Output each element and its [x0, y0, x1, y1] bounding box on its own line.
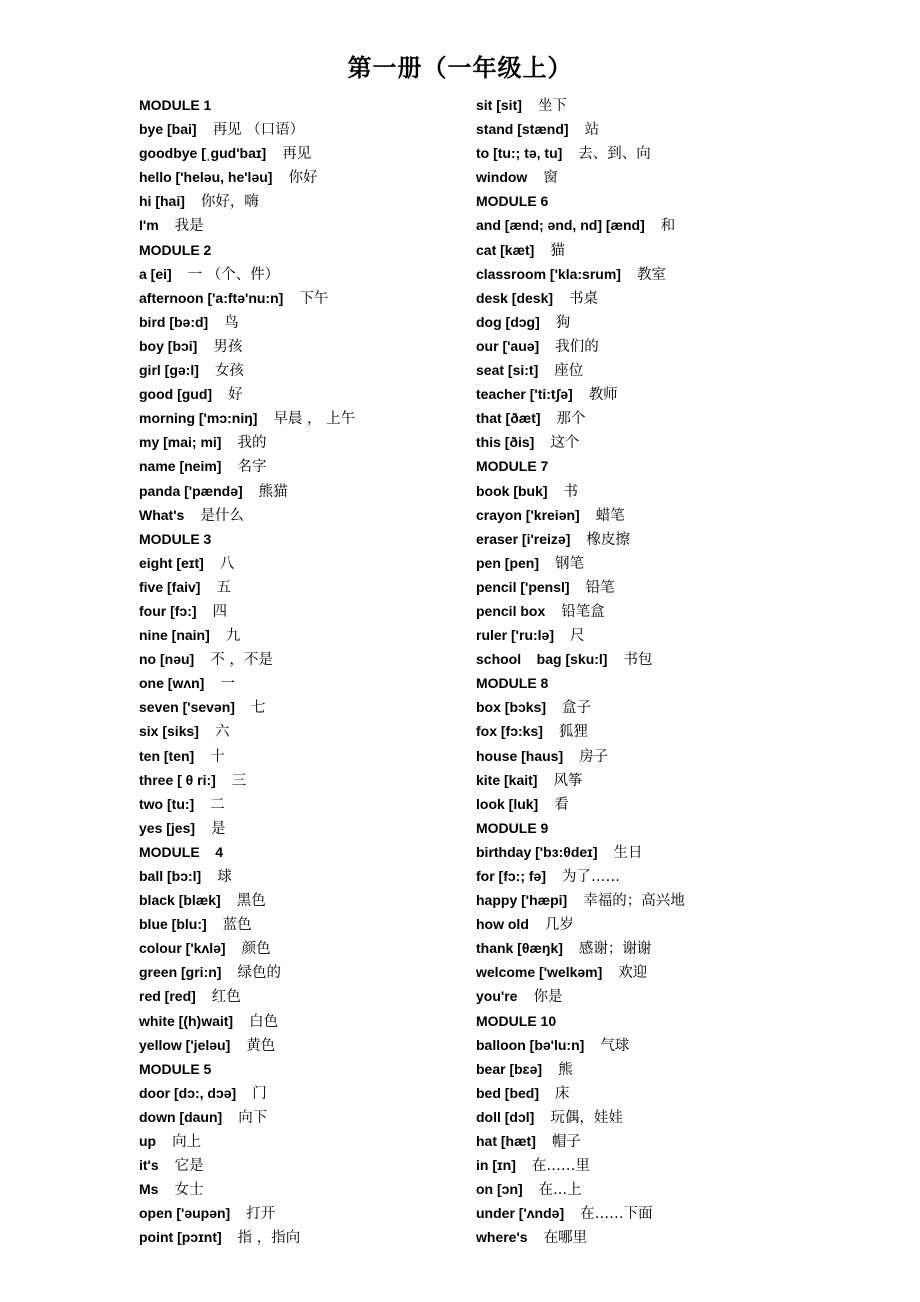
vocabulary-word: to [tu:; tə, tu]	[476, 145, 563, 162]
vocabulary-meaning: 风筝	[553, 772, 583, 789]
vocabulary-entry	[139, 719, 519, 743]
vocabulary-word: ruler ['ru:lə]	[476, 627, 555, 644]
vocabulary-word: green [gri:n]	[139, 964, 222, 981]
vocabulary-word: classroom ['kla:srum]	[476, 265, 621, 282]
vocabulary-entry	[139, 599, 519, 623]
vocabulary-meaning: 玩偶，娃娃	[550, 1109, 623, 1126]
vocabulary-meaning: 看	[554, 796, 569, 813]
vocabulary-entry	[139, 623, 519, 647]
vocabulary-word: and [ænd; ənd, nd] [ænd]	[476, 217, 645, 234]
vocabulary-word: crayon ['kreiən]	[476, 506, 580, 523]
vocabulary-entry	[139, 912, 519, 936]
module-heading	[476, 1009, 856, 1033]
vocabulary-word: a [ei]	[139, 265, 172, 282]
vocabulary-word: this [ðis]	[476, 434, 535, 451]
vocabulary-entry	[476, 1033, 856, 1057]
vocabulary-word: open ['əupən]	[139, 1205, 231, 1222]
vocabulary-entry	[476, 647, 856, 671]
vocabulary-word: good [gud]	[139, 386, 213, 403]
vocabulary-meaning: 你好，嗨	[200, 194, 259, 211]
vocabulary-entry	[476, 623, 856, 647]
vocabulary-entry	[476, 1225, 856, 1249]
vocabulary-word: kite [kait]	[476, 771, 538, 788]
vocabulary-meaning: 感谢；谢谢	[578, 941, 652, 958]
vocabulary-word: up	[139, 1133, 157, 1150]
vocabulary-word: nine [nain]	[139, 627, 210, 644]
vocabulary-meaning: 为了……	[562, 869, 620, 885]
vocabulary-entry	[476, 960, 856, 984]
vocabulary-entry	[139, 358, 519, 382]
vocabulary-meaning: 生日	[613, 844, 643, 861]
vocabulary-entry	[139, 430, 519, 454]
vocabulary-meaning: 一	[220, 676, 235, 693]
vocabulary-meaning: 蓝色	[222, 917, 252, 934]
vocabulary-entry	[139, 454, 519, 478]
vocabulary-meaning: 鸟	[224, 314, 239, 331]
vocabulary-column-left	[139, 93, 519, 1250]
vocabulary-entry	[139, 479, 519, 503]
vocabulary-meaning: 铅笔	[585, 579, 615, 596]
vocabulary-word: seven ['sevən]	[139, 699, 235, 716]
vocabulary-word: I'm	[139, 217, 159, 234]
vocabulary-entry	[476, 93, 856, 117]
vocabulary-meaning: 书包	[623, 652, 653, 669]
vocabulary-word: morning ['mɔ:niŋ]	[139, 410, 258, 427]
module-heading-label: MODULE 1	[139, 97, 212, 113]
vocabulary-entry	[476, 936, 856, 960]
vocabulary-meaning: 球	[217, 869, 232, 885]
vocabulary-meaning: 几岁	[544, 917, 574, 934]
vocabulary-meaning: 帽子	[551, 1134, 581, 1151]
vocabulary-word: no [nəu]	[139, 651, 195, 668]
vocabulary-meaning: 指 ，指向	[237, 1230, 301, 1247]
vocabulary-entry	[476, 286, 856, 310]
vocabulary-entry	[139, 744, 519, 768]
vocabulary-entry	[476, 503, 856, 527]
vocabulary-meaning: 床	[555, 1085, 570, 1102]
vocabulary-meaning: 黑色	[236, 893, 266, 910]
vocabulary-entry	[476, 1177, 856, 1201]
vocabulary-word: boy [bɔi]	[139, 337, 198, 354]
vocabulary-meaning: 我是	[174, 218, 204, 235]
vocabulary-meaning: 橡皮擦	[586, 531, 630, 548]
vocabulary-meaning: 三	[231, 772, 247, 789]
vocabulary-word: point [pɔɪnt]	[139, 1229, 222, 1246]
vocabulary-entry	[139, 936, 519, 960]
vocabulary-entry	[139, 310, 519, 334]
vocabulary-meaning: 在……下面	[580, 1206, 653, 1223]
module-heading-label: MODULE 7	[476, 458, 549, 475]
vocabulary-word: pencil ['pensl]	[476, 578, 570, 595]
vocabulary-meaning: 白色	[249, 1013, 279, 1030]
vocabulary-meaning: 座位	[554, 363, 584, 380]
vocabulary-word: on [ɔn]	[476, 1181, 523, 1198]
vocabulary-meaning: 在哪里	[543, 1230, 588, 1247]
vocabulary-word: hi [hai]	[139, 193, 185, 210]
vocabulary-meaning: 黄色	[246, 1037, 276, 1054]
module-heading	[476, 671, 856, 695]
vocabulary-meaning: 熊猫	[258, 483, 288, 500]
vocabulary-word: desk [desk]	[476, 289, 554, 306]
vocabulary-word: Ms	[139, 1181, 159, 1198]
vocabulary-word: birthday ['bɜ:θdeɪ]	[476, 843, 598, 860]
vocabulary-meaning: 红色	[211, 989, 241, 1006]
vocabulary-word: house [haus]	[476, 747, 564, 764]
vocabulary-entry	[476, 792, 856, 816]
vocabulary-word: cat [kæt]	[476, 241, 535, 258]
vocabulary-word: my [mai; mi]	[139, 434, 222, 451]
vocabulary-entry	[139, 117, 519, 141]
vocabulary-word: two [tu:]	[139, 795, 195, 812]
vocabulary-entry	[476, 117, 856, 141]
vocabulary-meaning: 和	[660, 218, 676, 235]
vocabulary-meaning: 是什么	[200, 507, 244, 524]
vocabulary-word: panda ['pændə]	[139, 482, 243, 499]
vocabulary-meaning: 早晨 ， 上午	[273, 411, 356, 428]
module-heading-label: MODULE 9	[476, 819, 549, 836]
vocabulary-meaning: 站	[584, 122, 600, 139]
module-heading	[139, 238, 519, 262]
vocabulary-meaning: 盒子	[562, 700, 592, 717]
vocabulary-entry	[139, 165, 519, 189]
vocabulary-word: five [faiv]	[139, 578, 201, 595]
vocabulary-word: how old	[476, 916, 529, 933]
vocabulary-meaning: 五	[216, 579, 231, 596]
vocabulary-entry	[476, 744, 856, 768]
module-heading-label: MODULE 10	[476, 1012, 557, 1029]
vocabulary-entry	[139, 695, 519, 719]
module-heading-label: MODULE 4	[139, 843, 224, 860]
vocabulary-meaning: 这个	[550, 435, 580, 452]
vocabulary-entry	[139, 286, 519, 310]
vocabulary-meaning: 狐狸	[558, 724, 588, 741]
vocabulary-word: yellow ['jeləu]	[139, 1036, 231, 1053]
vocabulary-entry	[476, 768, 856, 792]
vocabulary-meaning: 一 （个、件）	[187, 266, 280, 283]
vocabulary-meaning: 好	[228, 387, 243, 404]
vocabulary-entry	[476, 358, 856, 382]
vocabulary-meaning: 四	[212, 603, 228, 620]
vocabulary-meaning: 狗	[555, 314, 571, 331]
module-heading	[476, 189, 856, 213]
vocabulary-entry	[139, 1081, 519, 1105]
vocabulary-meaning: 蜡笔	[595, 507, 625, 524]
vocabulary-entry	[139, 1177, 519, 1201]
vocabulary-entry	[139, 647, 519, 671]
vocabulary-meaning: 书桌	[569, 290, 599, 307]
vocabulary-word: four [fɔ:]	[139, 602, 197, 619]
vocabulary-meaning: 十	[210, 748, 225, 765]
vocabulary-word: colour ['kʌlə]	[139, 940, 226, 957]
vocabulary-entry	[476, 888, 856, 912]
vocabulary-entry	[139, 382, 519, 406]
vocabulary-meaning: 教室	[636, 266, 666, 283]
vocabulary-word: for [fɔ:; fə]	[476, 868, 546, 884]
vocabulary-entry	[476, 1153, 856, 1177]
vocabulary-word: seat [si:t]	[476, 362, 539, 379]
vocabulary-word: down [daun]	[139, 1108, 223, 1125]
vocabulary-entry	[476, 695, 856, 719]
vocabulary-entry	[139, 1105, 519, 1129]
vocabulary-entry	[139, 984, 519, 1008]
module-heading	[476, 454, 856, 478]
vocabulary-entry	[476, 1057, 856, 1081]
vocabulary-meaning: 九	[225, 628, 241, 645]
vocabulary-word: name [neim]	[139, 458, 222, 475]
vocabulary-meaning: 气球	[600, 1037, 630, 1054]
vocabulary-entry	[476, 238, 856, 262]
vocabulary-entry	[139, 334, 519, 358]
vocabulary-word: afternoon ['a:ftə'nu:n]	[139, 289, 284, 306]
vocabulary-meaning: 下午	[299, 290, 329, 307]
vocabulary-word: hello ['heləu, he'ləu]	[139, 169, 273, 186]
vocabulary-entry	[139, 1129, 519, 1153]
vocabulary-meaning: 你好	[288, 170, 318, 187]
vocabulary-meaning: 向下	[238, 1109, 268, 1126]
vocabulary-entry	[476, 912, 856, 936]
vocabulary-entry	[139, 1201, 519, 1225]
vocabulary-meaning: 铅笔盒	[561, 603, 605, 620]
vocabulary-word: door [dɔ:, dɔə]	[139, 1084, 237, 1101]
vocabulary-word: six [siks]	[139, 723, 199, 740]
vocabulary-meaning: 教师	[588, 387, 618, 404]
vocabulary-entry	[139, 671, 519, 695]
module-heading	[139, 93, 519, 117]
vocabulary-entry	[139, 792, 519, 816]
vocabulary-entry	[139, 1033, 519, 1057]
vocabulary-entry	[476, 165, 856, 189]
vocabulary-word: bye [bai]	[139, 121, 197, 138]
vocabulary-meaning: 猫	[550, 242, 565, 259]
vocabulary-word: sit [sit]	[476, 97, 522, 113]
vocabulary-meaning: 在...上	[538, 1182, 582, 1199]
vocabulary-meaning: 不 ，不是	[210, 652, 273, 669]
vocabulary-meaning: 向上	[172, 1134, 202, 1151]
vocabulary-meaning: 绿色的	[237, 965, 281, 982]
vocabulary-entry	[476, 1105, 856, 1129]
module-heading-label: MODULE 3	[139, 530, 212, 547]
vocabulary-word: thank [θæŋk]	[476, 940, 563, 957]
vocabulary-word: balloon [bə'lu:n]	[476, 1036, 585, 1053]
vocabulary-entry	[139, 575, 519, 599]
vocabulary-meaning: 女士	[174, 1182, 204, 1199]
vocabulary-meaning: 七	[250, 700, 266, 717]
vocabulary-meaning: 六	[214, 724, 230, 741]
vocabulary-meaning: 门	[252, 1085, 267, 1102]
vocabulary-entry	[476, 551, 856, 575]
vocabulary-entry	[476, 141, 856, 165]
vocabulary-meaning: 男孩	[213, 338, 243, 355]
vocabulary-word: welcome ['welkəm]	[476, 964, 603, 981]
vocabulary-word: dog [dɔg]	[476, 313, 540, 330]
vocabulary-entry	[476, 840, 856, 864]
vocabulary-meaning: 再见	[282, 146, 312, 163]
vocabulary-word: under ['ʌndə]	[476, 1205, 565, 1222]
vocabulary-meaning: 坐下	[537, 98, 567, 114]
vocabulary-meaning: 熊	[558, 1061, 573, 1078]
vocabulary-word: teacher ['ti:tʃə]	[476, 386, 573, 403]
vocabulary-word: happy ['hæpi]	[476, 892, 568, 909]
vocabulary-entry	[476, 575, 856, 599]
module-heading-label: MODULE 2	[139, 241, 212, 258]
vocabulary-entry	[139, 1225, 519, 1249]
vocabulary-meaning: 在……里	[531, 1158, 590, 1175]
vocabulary-entry	[139, 816, 519, 840]
vocabulary-word: blue [blu:]	[139, 916, 207, 933]
vocabulary-meaning: 窗	[543, 170, 558, 187]
vocabulary-meaning: 欢迎	[618, 965, 648, 982]
vocabulary-word: red [red]	[139, 988, 196, 1005]
vocabulary-word: What's	[139, 506, 185, 523]
module-heading	[139, 527, 519, 551]
page-title: 第一册（一年级上）	[347, 54, 573, 82]
vocabulary-meaning: 去、到、向	[578, 146, 651, 163]
vocabulary-entry	[476, 1129, 856, 1153]
vocabulary-meaning: 名字	[237, 459, 267, 476]
vocabulary-word: in [ɪn]	[476, 1157, 516, 1174]
vocabulary-meaning: 房子	[579, 748, 609, 765]
vocabulary-entry	[476, 430, 856, 454]
vocabulary-word: doll [dɔl]	[476, 1108, 535, 1125]
module-heading	[476, 816, 856, 840]
vocabulary-meaning: 幸福的；高兴地	[583, 893, 685, 910]
vocabulary-word: black [blæk]	[139, 892, 221, 909]
vocabulary-word: book [buk]	[476, 482, 548, 499]
vocabulary-meaning: 你是	[533, 989, 563, 1006]
vocabulary-entry	[139, 141, 519, 165]
vocabulary-entry	[476, 719, 856, 743]
vocabulary-entry	[476, 262, 856, 286]
vocabulary-entry	[139, 768, 519, 792]
module-heading	[139, 840, 519, 864]
vocabulary-word: bird [bə:d]	[139, 313, 209, 330]
vocabulary-word: girl [gə:l]	[139, 362, 199, 379]
vocabulary-entry	[139, 1009, 519, 1033]
module-heading-label: MODULE 5	[139, 1060, 212, 1077]
vocabulary-word: it's	[139, 1157, 159, 1174]
vocabulary-entry	[139, 960, 519, 984]
vocabulary-word: window	[476, 169, 528, 186]
vocabulary-entry	[139, 1153, 519, 1177]
vocabulary-word: one [wʌn]	[139, 675, 205, 692]
vocabulary-word: that [ðæt]	[476, 410, 541, 427]
vocabulary-word: pen [pen]	[476, 554, 539, 571]
vocabulary-entry	[476, 406, 856, 430]
vocabulary-entry	[476, 527, 856, 551]
vocabulary-word: pencil box	[476, 602, 546, 619]
vocabulary-entry	[139, 262, 519, 286]
vocabulary-word: you're	[476, 988, 518, 1005]
vocabulary-meaning: 颜色	[241, 941, 271, 958]
vocabulary-meaning: 那个	[556, 411, 586, 428]
vocabulary-word: yes [jes]	[139, 819, 196, 836]
vocabulary-word: school bag [sku:l]	[476, 651, 608, 668]
vocabulary-word: bear [bɛə]	[476, 1060, 543, 1077]
vocabulary-entry	[476, 382, 856, 406]
vocabulary-word: goodbye [ˌgud'baɪ]	[139, 145, 267, 162]
vocabulary-word: fox [fɔ:ks]	[476, 723, 543, 740]
vocabulary-word: hat [hæt]	[476, 1133, 536, 1150]
vocabulary-word: eraser [i'reizə]	[476, 530, 571, 547]
vocabulary-word: box [bɔks]	[476, 699, 547, 716]
vocabulary-meaning: 打开	[246, 1206, 276, 1223]
vocabulary-meaning: 我的	[237, 435, 267, 452]
vocabulary-word: ball [bɔ:l]	[139, 868, 202, 884]
vocabulary-meaning: 二	[210, 796, 225, 813]
vocabulary-word: white [(h)wait]	[139, 1012, 234, 1029]
vocabulary-word: eight [eɪt]	[139, 554, 204, 571]
vocabulary-entry	[476, 334, 856, 358]
vocabulary-meaning: 再见 （口语）	[212, 122, 305, 139]
vocabulary-word: where's	[476, 1229, 528, 1246]
vocabulary-meaning: 是	[211, 820, 226, 837]
vocabulary-word: our ['auə]	[476, 337, 540, 354]
vocabulary-entry	[139, 551, 519, 575]
vocabulary-entry	[476, 864, 856, 888]
vocabulary-entry	[139, 864, 519, 888]
vocabulary-meaning: 尺	[570, 628, 585, 645]
vocabulary-entry	[476, 599, 856, 623]
module-heading-label: MODULE 8	[476, 675, 549, 692]
vocabulary-meaning: 它是	[174, 1158, 204, 1175]
vocabulary-entry	[139, 503, 519, 527]
vocabulary-meaning: 女孩	[214, 363, 244, 380]
vocabulary-entry	[476, 310, 856, 334]
vocabulary-meaning: 八	[219, 555, 235, 572]
vocabulary-meaning: 我们的	[555, 338, 599, 355]
module-heading-label: MODULE 6	[476, 193, 549, 210]
vocabulary-entry	[139, 189, 519, 213]
vocabulary-entry	[139, 213, 519, 237]
vocabulary-word: stand [stænd]	[476, 121, 569, 138]
vocabulary-meaning: 书	[563, 483, 579, 500]
vocabulary-entry	[139, 888, 519, 912]
vocabulary-entry	[139, 406, 519, 430]
vocabulary-column-right	[476, 93, 856, 1250]
vocabulary-entry	[476, 984, 856, 1008]
vocabulary-entry	[476, 1201, 856, 1225]
vocabulary-word: bed [bed]	[476, 1084, 539, 1101]
module-heading	[139, 1057, 519, 1081]
vocabulary-word: look [luk]	[476, 795, 539, 812]
vocabulary-entry	[476, 1081, 856, 1105]
vocabulary-word: three [ θ ri:]	[139, 771, 216, 788]
vocabulary-entry	[476, 479, 856, 503]
vocabulary-meaning: 钢笔	[555, 555, 584, 572]
vocabulary-entry	[476, 213, 856, 237]
vocabulary-word: ten [ten]	[139, 747, 195, 764]
